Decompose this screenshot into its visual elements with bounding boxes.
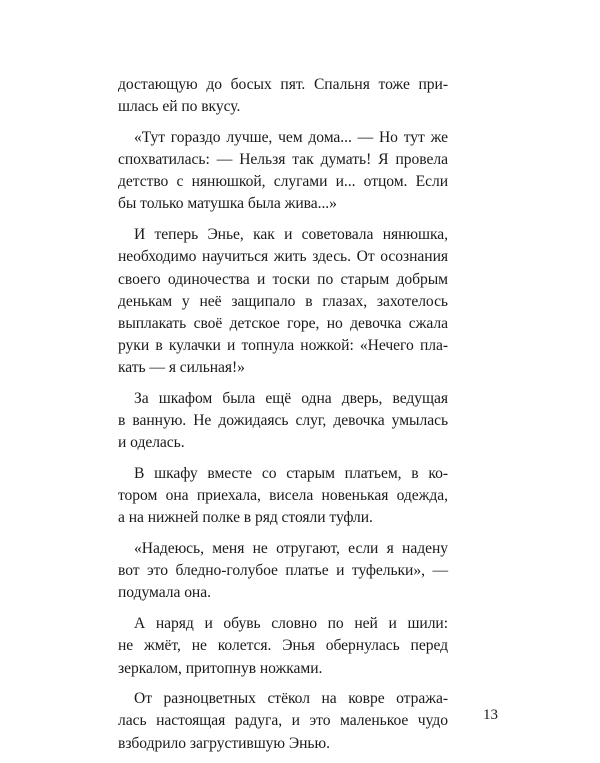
text-line: лась настоящая радуга, и это маленькое чудо [118,712,448,730]
paragraph [118,463,448,530]
text-line: детство с нянюшкой, слугами и... отцом. Если [118,173,448,191]
text-line: и оделась. [118,434,185,452]
text-line: своего одиночества и тоски по старым добрым [118,270,448,288]
paragraph [118,388,448,455]
body-text [118,74,448,763]
text-line: спохватилась: — Нельзя так думать! Я провела [118,151,448,169]
text-line: денькам у неё защипало в глазах, захотелось [118,292,448,310]
text-line: в ванную. Не дожидаясь слуг, девочка умылась [118,412,448,430]
text-line: бы только матушка была жива...» [118,195,337,213]
text-line: И теперь Энье, как и советовала нянюшка, [134,226,448,244]
page-number: 13 [483,707,498,723]
text-line: За шкафом была ещё одна дверь, ведущая [134,389,448,407]
paragraph [118,613,448,680]
paragraph [118,74,448,118]
text-line: шлась ей по вкусу. [118,98,241,116]
paragraph [118,224,448,379]
text-line: тором она приехала, висела новенькая одежда, [118,487,448,505]
text-line: достающую до босых пят. Спальня тоже при- [118,76,448,93]
paragraph [118,538,448,605]
text-line: взбодрило загрустившую Энью. [118,734,330,752]
text-line: вот это бледно-голубое платье и туфельки», — [118,562,448,580]
text-line: не жмёт, не колется. Энья обернулась перед [118,637,448,655]
text-line: необходимо научиться жить здесь. От осознания [118,248,448,266]
paragraph [118,688,448,755]
text-line: а на нижней полке в ряд стояли туфли. [118,509,373,527]
text-line: «Тут гораздо лучше, чем дома... — Но тут же [134,128,448,146]
text-line: От разноцветных стёкол на ковре отража- [134,690,448,708]
text-line: А наряд и обувь словно по ней и шили: [134,615,448,633]
text-line: кать — я сильная!» [118,359,245,377]
text-line: В шкафу вместе со старым платьем, в ко- [134,465,448,482]
text-line: зеркалом, притопнув ножками. [118,659,323,677]
text-line: руки в кулачки и топнула ножкой: «Нечего пла- [118,337,448,355]
text-line: «Надеюсь, меня не отругают, если я надену [134,540,448,558]
text-line: подумала она. [118,584,211,602]
paragraph [118,127,448,216]
text-line: выплакать своё детское горе, но девочка сжала [118,314,448,332]
